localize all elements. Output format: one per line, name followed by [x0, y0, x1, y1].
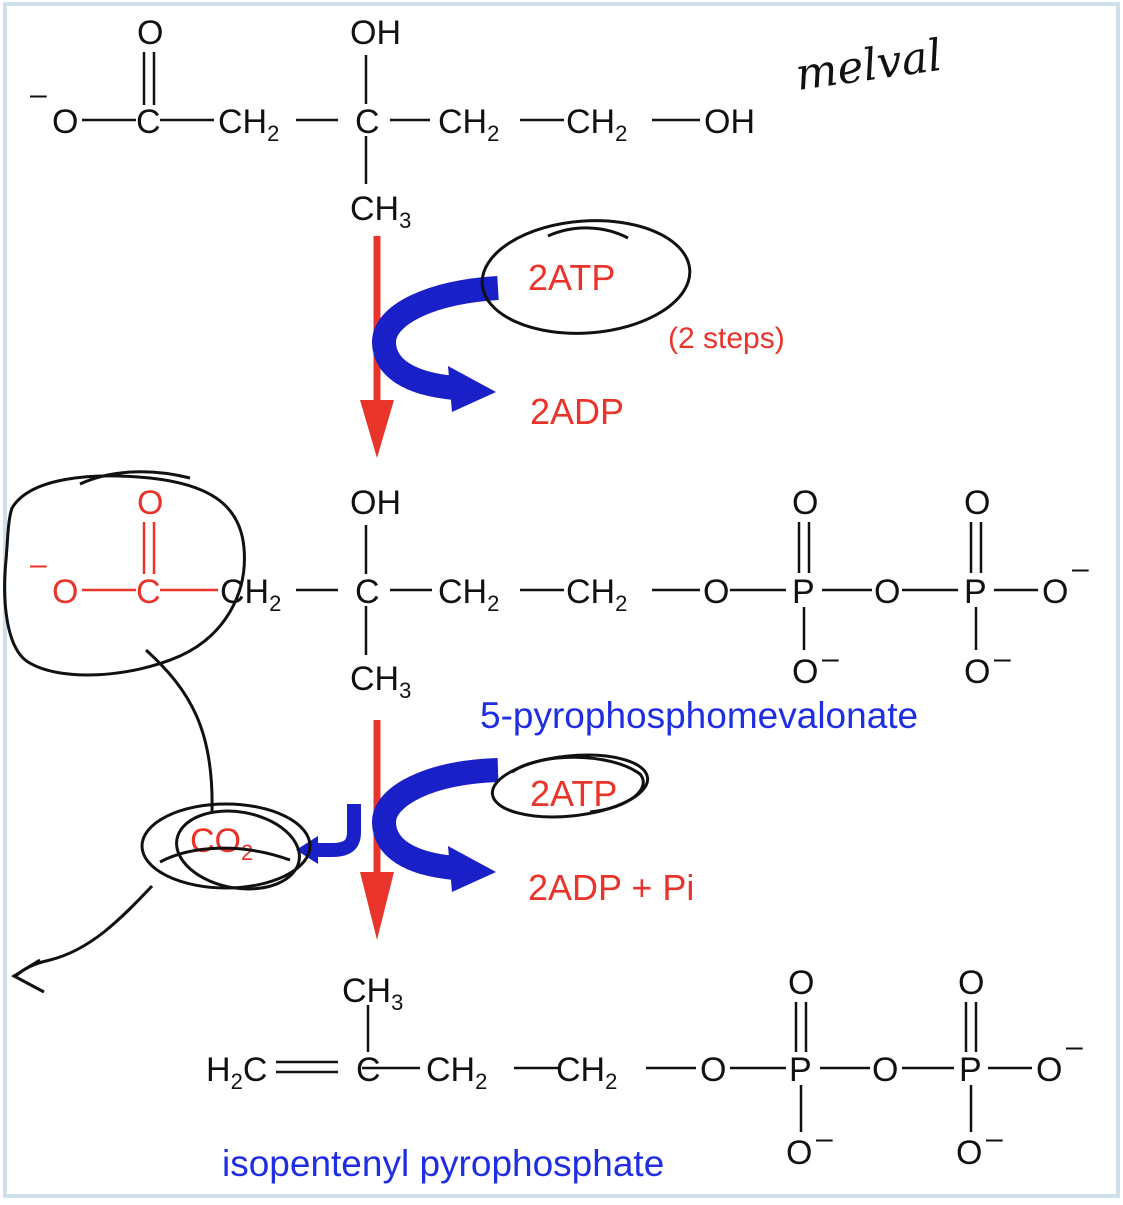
atom-p: P [789, 1051, 812, 1089]
carboxylate-annotation [5, 472, 245, 812]
mevalonate-structure [30, 14, 755, 233]
atom-oh: OH [350, 14, 401, 52]
atom-ch2: $CH_2$ [566, 103, 628, 146]
atom-o: O [137, 14, 164, 52]
step1-reaction [360, 214, 785, 458]
side-arrow-head [448, 366, 496, 412]
atom-c: C [356, 1051, 381, 1089]
atom-ch3: $CH_3$ [350, 190, 412, 233]
atom-o: O [792, 653, 819, 691]
atom-ch2: $CH_2$ [438, 573, 500, 616]
adp-label: 2ADP [530, 391, 625, 432]
atom-ch3: $CH_3$ [350, 660, 412, 703]
atom-o: O [52, 573, 79, 611]
atom-o: O [786, 1134, 813, 1172]
atom-p: P [964, 573, 987, 611]
annotation-connector [146, 650, 212, 812]
atom-o: O [1036, 1051, 1063, 1089]
charge-minus: – [1072, 552, 1089, 585]
atom-c: C [355, 103, 380, 141]
atom-ch2: $CH_2$ [556, 1051, 618, 1094]
release-arrow-head [14, 960, 44, 992]
atom-o: O [137, 484, 164, 522]
co2-release-arrow [312, 804, 354, 850]
curved-side-arrow [384, 770, 498, 868]
atom-c: C [136, 103, 161, 141]
atom-oh: OH [704, 103, 755, 141]
atom-ch2: $CH_2$ [218, 103, 280, 146]
atom-ch3: $CH_3$ [342, 972, 404, 1015]
atom-o: O [788, 964, 815, 1002]
atom-o: O [956, 1134, 983, 1172]
atom-o: O [52, 103, 79, 141]
charge-minus: – [816, 1122, 833, 1155]
atom-o: O [1042, 573, 1069, 611]
handwritten-note: melval [792, 29, 946, 101]
atom-ch2: $CH_2$ [220, 573, 282, 616]
atom-c: C [355, 573, 380, 611]
molecule-name: isopentenyl pyrophosphate [222, 1143, 665, 1184]
atom-o: O [703, 573, 730, 611]
charge-minus: – [1066, 1030, 1083, 1063]
side-arrow-head [448, 846, 496, 892]
co2-label: $CO_2$ [190, 822, 254, 865]
isopentenyl-pyrophosphate-structure [206, 964, 1083, 1184]
molecule2-bonds [296, 522, 1038, 655]
step2-reaction [14, 720, 694, 992]
atom-o: O [958, 964, 985, 1002]
annotation-stroke [548, 228, 628, 238]
charge-minus: – [986, 1122, 1003, 1155]
atom-o: O [792, 484, 819, 522]
steps-label: (2 steps) [668, 322, 785, 355]
charge-minus: – [822, 642, 839, 675]
atom-o: O [700, 1051, 727, 1089]
atp-label: 2ATP [530, 773, 618, 814]
charge-minus: – [994, 642, 1011, 675]
atom-c: C [136, 573, 161, 611]
main-arrow-head [360, 400, 394, 458]
atom-o: O [874, 573, 901, 611]
atom-ch2: $CH_2$ [438, 103, 500, 146]
main-arrow-head [360, 872, 394, 940]
atom-o: O [964, 653, 991, 691]
atom-o: O [964, 484, 991, 522]
atom-oh: OH [350, 484, 401, 522]
charge-minus: – [30, 78, 47, 111]
atom-ch2: $CH_2$ [426, 1051, 488, 1094]
frame-border [5, 4, 1118, 1196]
adp-pi-label: 2ADP + Pi [528, 867, 695, 908]
atom-p: P [792, 573, 815, 611]
curved-side-arrow [384, 288, 498, 388]
atp-label: 2ATP [528, 257, 616, 298]
atom-h2c: $H_2C$ [206, 1051, 268, 1094]
molecule-name: 5-pyrophosphomevalonate [480, 695, 919, 736]
atom-ch2: $CH_2$ [566, 573, 628, 616]
atom-o: O [872, 1051, 899, 1089]
atom-p: P [959, 1051, 982, 1089]
molecule3-bonds [276, 1002, 1032, 1132]
charge-minus: – [30, 548, 47, 581]
